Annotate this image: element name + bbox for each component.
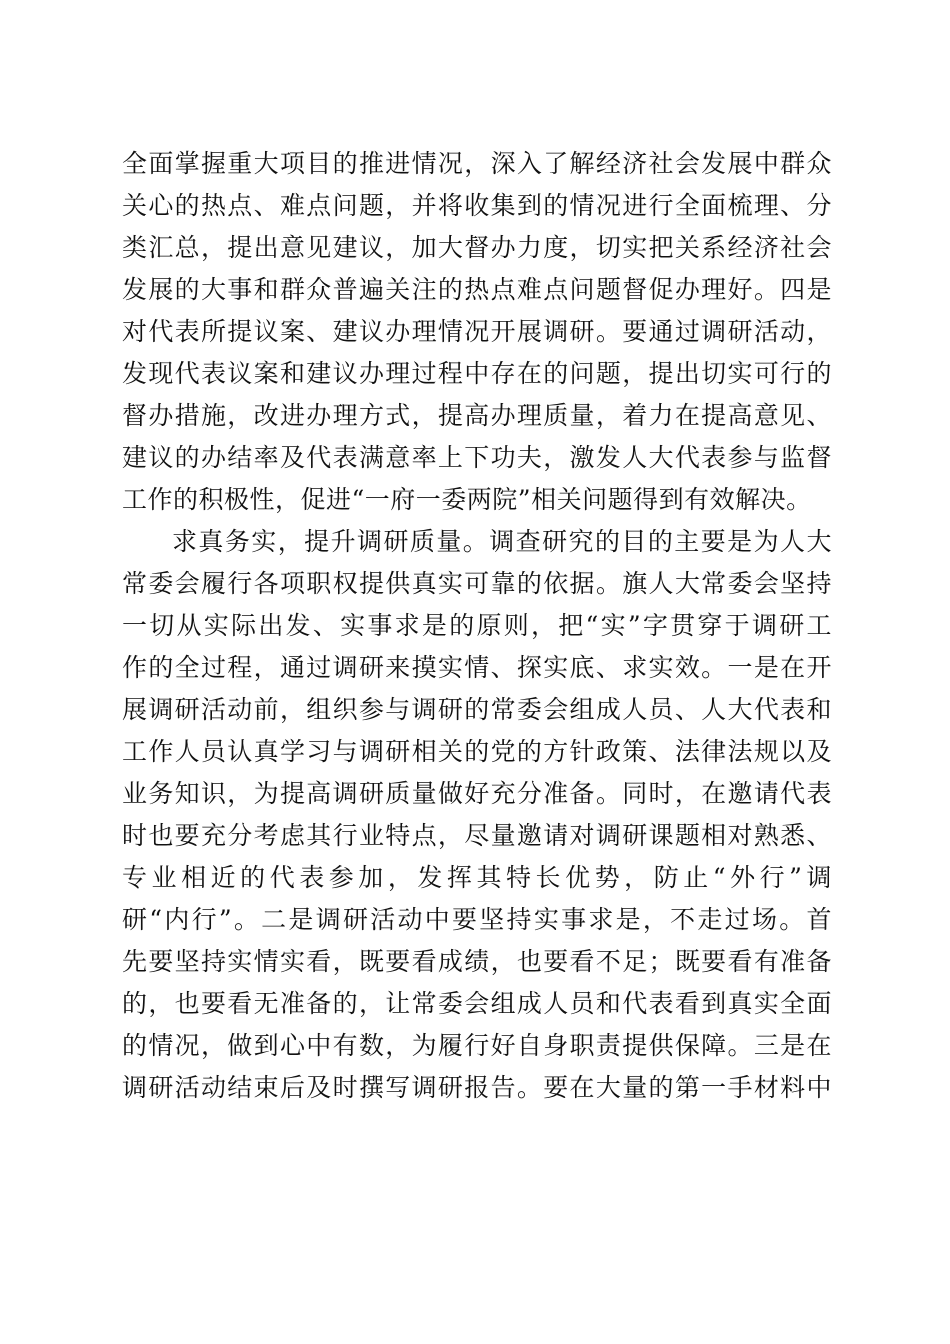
text-line: 专业相近的代表参加，发挥其特长优势，防止“外行”调	[122, 863, 832, 892]
text-line: 研“内行”。二是调研活动中要坚持实事求是，不走过场。首	[122, 905, 832, 934]
text-line: 全面掌握重大项目的推进情况，深入了解经济社会发展中群众	[122, 149, 832, 178]
text-line: 常委会履行各项职权提供真实可靠的依据。旗人大常委会坚持	[122, 569, 832, 598]
text-line: 先要坚持实情实看，既要看成绩，也要看不足；既要看有准备	[122, 947, 832, 976]
paragraph-end-line: 工作的积极性，促进“一府一委两院”相关问题得到有效解决。	[122, 485, 812, 514]
text-line: 的情况，做到心中有数，为履行好自身职责提供保障。三是在	[122, 1031, 832, 1060]
text-line: 发现代表议案和建议办理过程中存在的问题，提出切实可行的	[122, 359, 832, 388]
text-line: 调研活动结束后及时撰写调研报告。要在大量的第一手材料中	[122, 1073, 832, 1102]
text-line: 发展的大事和群众普遍关注的热点难点问题督促办理好。四是	[122, 275, 832, 304]
text-line: 作的全过程，通过调研来摸实情、探实底、求实效。一是在开	[122, 653, 832, 682]
text-line: 督办措施，改进办理方式，提高办理质量，着力在提高意见、	[122, 401, 832, 430]
text-line: 业务知识，为提高调研质量做好充分准备。同时，在邀请代表	[122, 779, 832, 808]
text-line: 一切从实际出发、实事求是的原则，把“实”字贯穿于调研工	[122, 611, 832, 640]
paragraph-start-line: 求真务实，提升调研质量。调查研究的目的主要是为人大	[172, 527, 832, 556]
text-line: 时也要充分考虑其行业特点，尽量邀请对调研课题相对熟悉、	[122, 821, 832, 850]
text-line: 关心的热点、难点问题，并将收集到的情况进行全面梳理、分	[122, 191, 832, 220]
text-line: 对代表所提议案、建议办理情况开展调研。要通过调研活动，	[122, 317, 832, 346]
body-text	[122, 143, 832, 1109]
text-line: 类汇总，提出意见建议，加大督办力度，切实把关系经济社会	[122, 233, 832, 262]
text-line: 展调研活动前，组织参与调研的常委会组成人员、人大代表和	[122, 695, 832, 724]
text-line: 的，也要看无准备的，让常委会组成人员和代表看到真实全面	[122, 989, 832, 1018]
text-line: 工作人员认真学习与调研相关的党的方针政策、法律法规以及	[122, 737, 832, 766]
text-line: 建议的办结率及代表满意率上下功夫，激发人大代表参与监督	[122, 443, 832, 472]
